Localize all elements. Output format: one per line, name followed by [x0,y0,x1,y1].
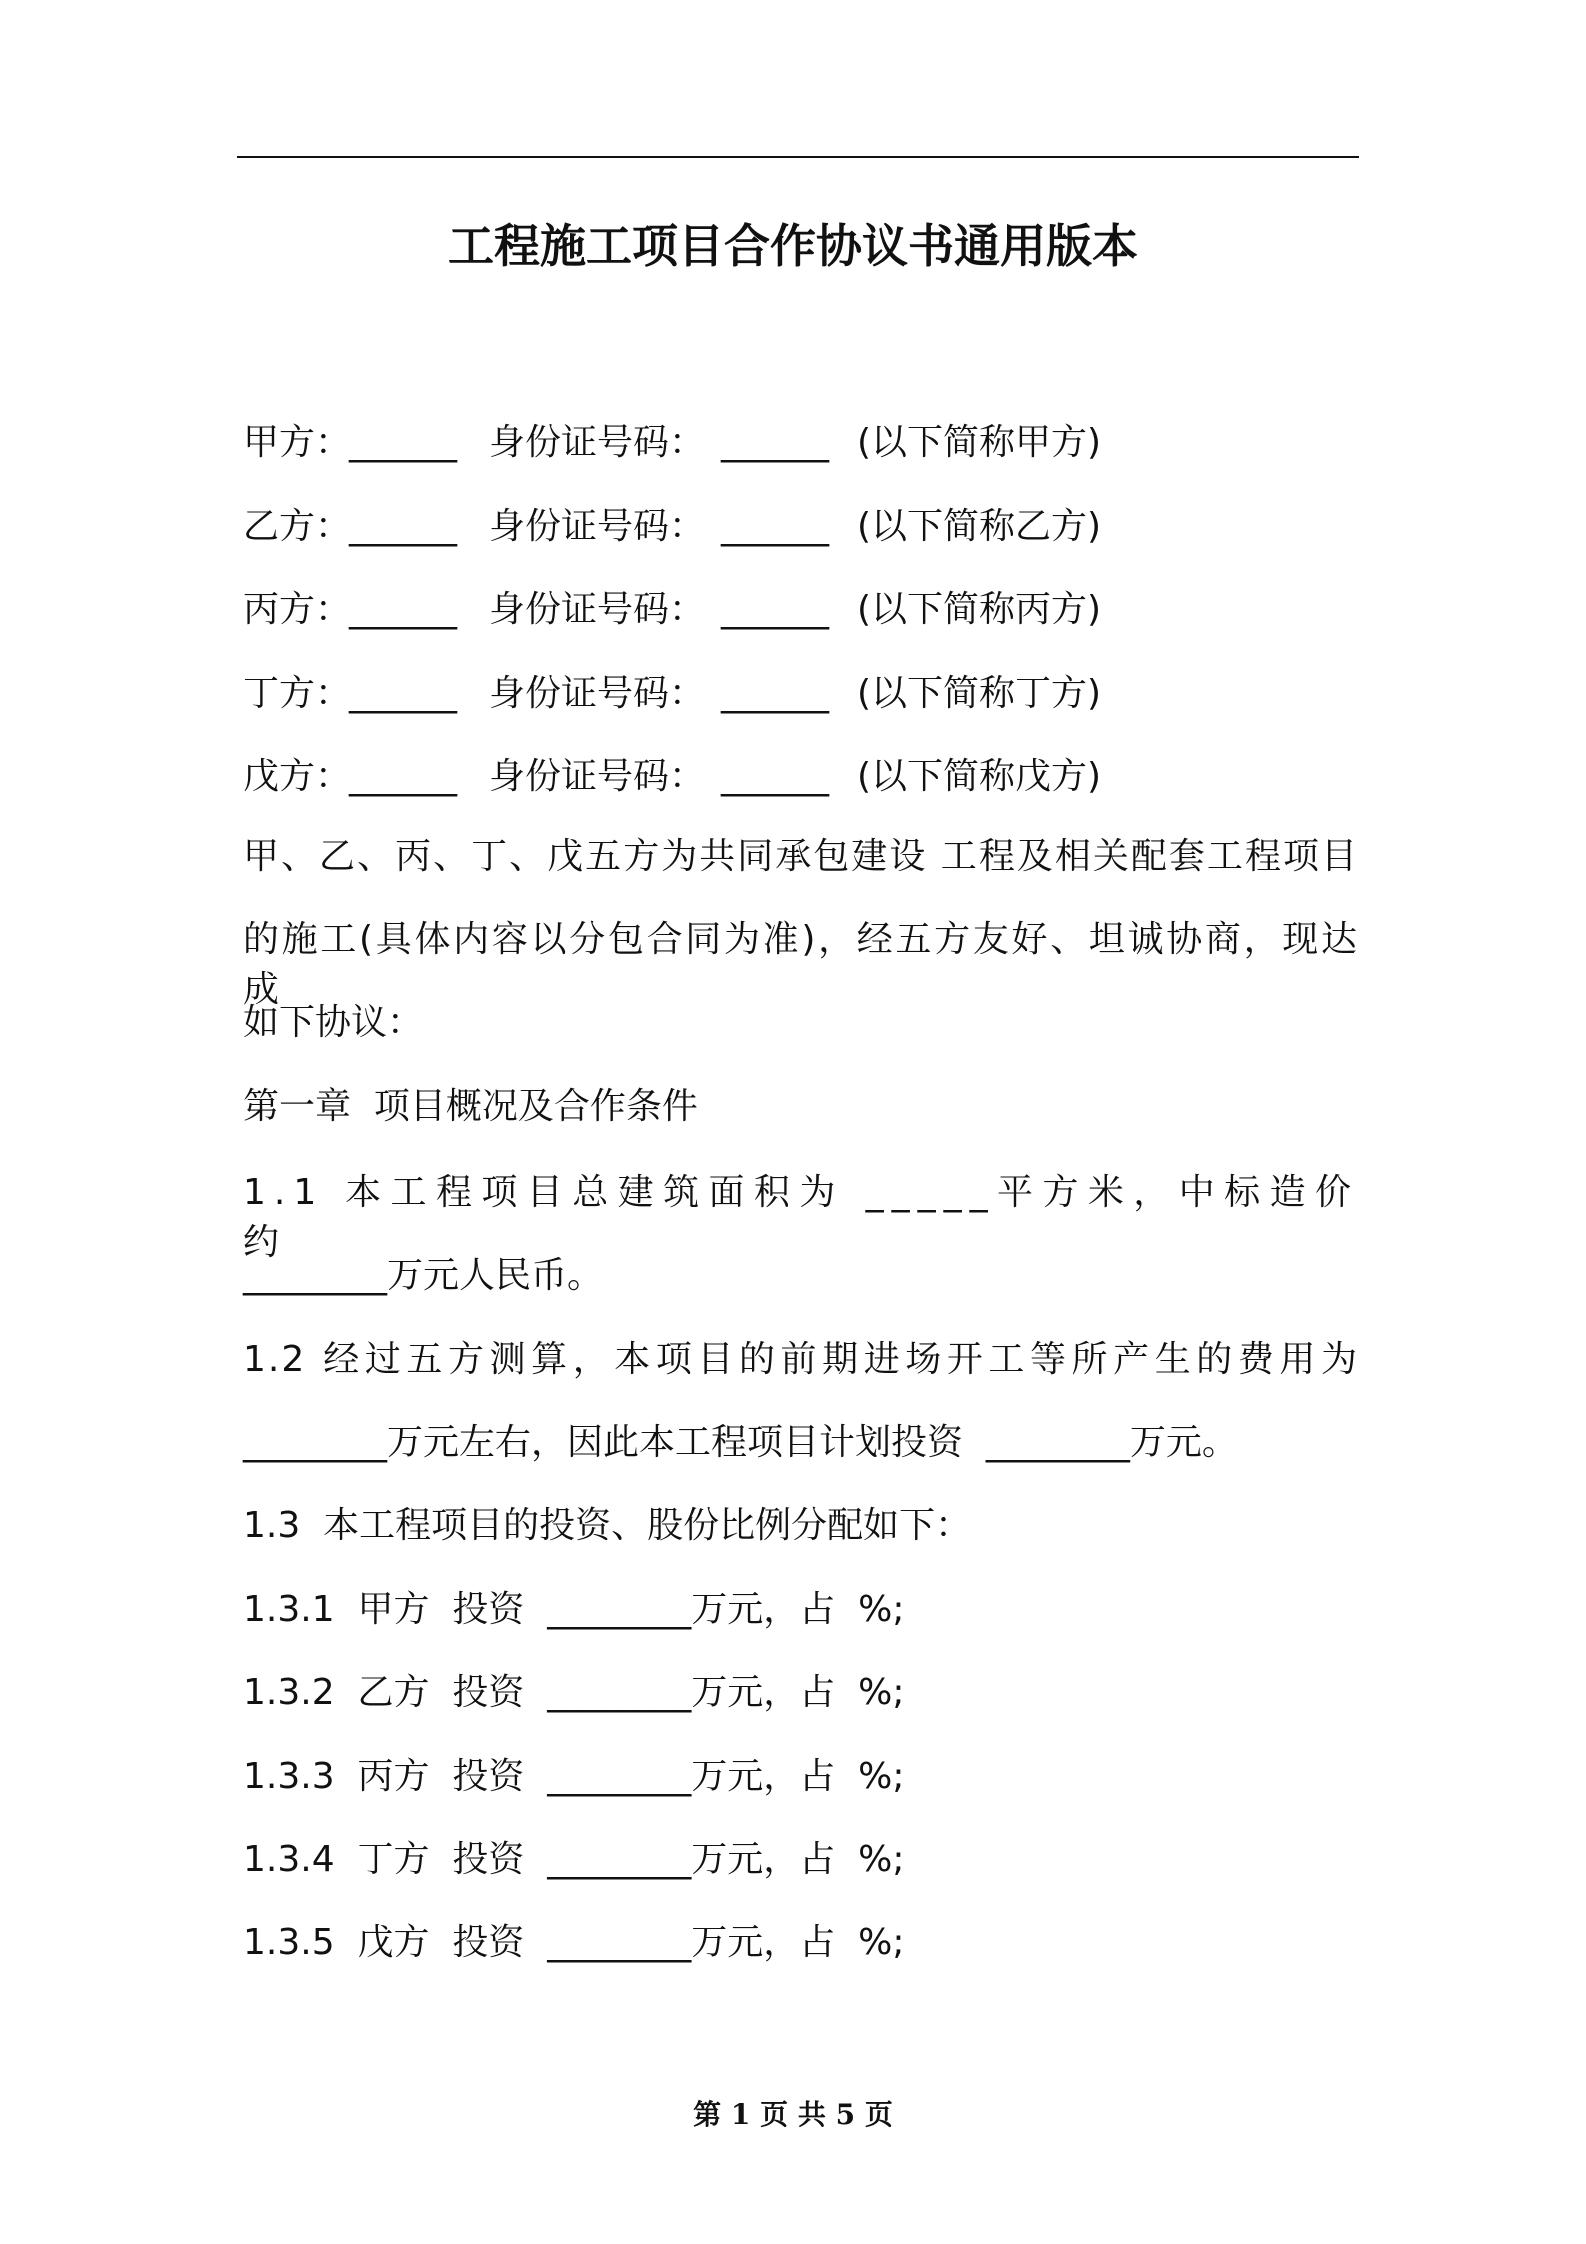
party-line-ding: 丁方： ______ 身份证号码： ______ (以下简称丁方) [243,669,1359,719]
party-line-yi: 乙方： ______ 身份证号码： ______ (以下简称乙方) [243,502,1359,552]
clause-1-2-line-2: ________万元左右，因此本工程项目计划投资 ________万元。 [243,1422,1238,1463]
id-blank[interactable]: ______ [721,589,829,630]
name-blank[interactable]: ______ [349,589,457,630]
intro-line-1: 甲、乙、丙、丁、戊五方为共同承包建设 工程及相关配套工程项目 [243,836,1359,877]
investment-line-yi: 1.3.2 乙方 投资 ________万元，占 %; [243,1672,905,1713]
page-number: 第 1 页 共 5 页 [693,2098,893,2131]
id-blank[interactable]: ______ [721,422,829,463]
party-line-bing: 丙方： ______ 身份证号码： ______ (以下简称丙方) [243,585,1359,635]
investment-line-ding: 1.3.4 丁方 投资 ________万元，占 %; [243,1839,905,1880]
party-line-jia: 甲方： ______ 身份证号码： ______ (以下简称甲方) [243,418,1359,468]
id-blank[interactable]: ______ [721,756,829,797]
clause-1-1-line-1: 1.1 本工程项目总建筑面积为 _____平方米，中标造价约 [243,1172,1359,1263]
id-blank[interactable]: ______ [721,506,829,547]
clause-1-2-line-1: 1.2 经过五方测算，本项目的前期进场开工等所产生的费用为 [243,1339,1359,1380]
clause-1-1-line-2: ________万元人民币。 [243,1255,604,1296]
name-blank[interactable]: ______ [349,422,457,463]
intro-line-2: 的施工(具体内容以分包合同为准)，经五方友好、坦诚协商，现达成 [243,919,1359,1010]
party-line-wu: 戊方： ______ 身份证号码： ______ (以下简称戊方) [243,752,1359,802]
investment-line-jia: 1.3.1 甲方 投资 ________万元，占 %; [243,1589,905,1630]
document-title: 工程施工项目合作协议书通用版本 [448,219,1138,273]
id-blank[interactable]: ______ [721,673,829,714]
investment-line-bing: 1.3.3 丙方 投资 ________万元，占 %; [243,1756,905,1797]
chapter-heading: 第一章 项目概况及合作条件 [243,1086,698,1127]
intro-line-3: 如下协议： [243,1002,424,1043]
name-blank[interactable]: ______ [349,756,457,797]
header-rule [237,156,1359,158]
name-blank[interactable]: ______ [349,673,457,714]
investment-line-wu: 1.3.5 戊方 投资 ________万元，占 %; [243,1922,905,1963]
clause-1-3: 1.3 本工程项目的投资、股份比例分配如下： [243,1505,972,1546]
name-blank[interactable]: ______ [349,506,457,547]
